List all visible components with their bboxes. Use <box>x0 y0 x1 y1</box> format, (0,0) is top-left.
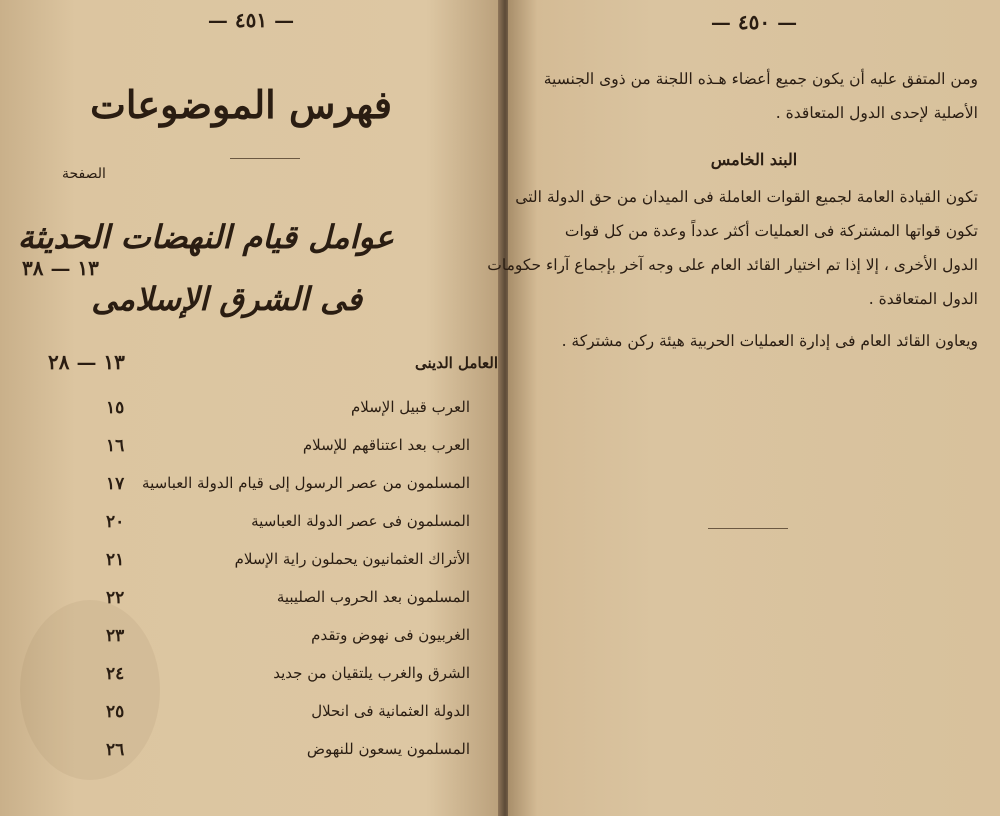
toc-entry-page: ٢٣ <box>106 626 125 646</box>
toc-entry <box>0 588 502 614</box>
toc-entry-label: المسلمون بعد الحروب الصليبية <box>276 588 470 606</box>
toc-entry-page: ٢١ <box>106 550 125 570</box>
body-line: ويعاون القائد العام فى إدارة العمليات الحربية هيئة ركن مشتركة . <box>561 332 978 350</box>
toc-entry-label: العرب قبيل الإسلام <box>350 398 470 416</box>
toc-entry <box>0 702 502 728</box>
toc-entry <box>0 664 502 690</box>
section-divider <box>708 528 788 529</box>
left-page-number: — ٤٥١ — <box>207 8 295 32</box>
toc-entry-page: ٢٢ <box>106 588 125 608</box>
chapter-title-line1: عوامل قيام النهضات الحديثة <box>17 218 394 256</box>
toc-entry <box>0 398 502 424</box>
toc-entry-label: العرب بعد اعتناقهم للإسلام <box>302 436 470 454</box>
right-page-number: — ٤٥٠ — <box>710 10 798 34</box>
toc-entry-page: ١٧ <box>106 474 125 494</box>
toc-entry-label: المسلمون يسعون للنهوض <box>306 740 470 758</box>
chapter-title-line2: فى الشرق الإسلامى <box>91 280 362 318</box>
toc-entry-label: المسلمون من عصر الرسول إلى قيام الدولة العباسية <box>142 474 470 492</box>
toc-entry-page: ٢٦ <box>106 740 125 760</box>
toc-title: فهرس الموضوعات <box>90 82 392 127</box>
body-line: ومن المتفق عليه أن يكون جميع أعضاء هـذه اللجنة من ذوى الجنسية <box>543 70 978 88</box>
body-line: تكون قواتها المشتركة فى العمليات أكثر عدداً وعدة من كل قوات <box>564 222 978 240</box>
toc-entry <box>0 626 502 652</box>
toc-entry-label: الأتراك العثمانيون يحملون راية الإسلام <box>234 550 470 568</box>
toc-entry-label: الغربيون فى نهوض وتقدم <box>311 626 470 644</box>
body-line: تكون القيادة العامة لجميع القوات العاملة فى الميدان من حق الدولة التى <box>515 188 978 206</box>
toc-entry-page: ٢٤ <box>106 664 125 684</box>
toc-entry <box>0 436 502 462</box>
toc-entry <box>0 550 502 576</box>
toc-entry <box>0 740 502 766</box>
title-divider <box>230 158 300 159</box>
toc-entry <box>0 512 502 538</box>
toc-entry-label: الدولة العثمانية فى انحلال <box>311 702 470 720</box>
toc-entry-page: ١٦ <box>106 436 125 456</box>
page-column-label: الصفحة <box>62 166 106 182</box>
toc-entry-label: المسلمون فى عصر الدولة العباسية <box>251 512 470 530</box>
right-page <box>487 0 1000 816</box>
toc-entry <box>0 474 502 500</box>
body-line: الأصلية لإحدى الدول المتعاقدة . <box>775 104 978 122</box>
toc-entry-page: ١٥ <box>106 398 125 418</box>
toc-entry-page: ٢٠ <box>106 512 125 532</box>
section-heading: العامل الدينى <box>415 354 498 372</box>
article-heading: البند الخامس <box>710 150 798 169</box>
body-line: الدول الأخرى ، إلا إذا تم اختيار القائد العام على وجه آخر بإجماع آراء حكومات <box>487 256 978 274</box>
body-line: الدول المتعاقدة . <box>868 290 978 308</box>
toc-entry-page: ٢٥ <box>106 702 125 722</box>
section-page-range: ١٣ — ٢٨ <box>48 350 125 374</box>
toc-entry-label: الشرق والغرب يلتقيان من جديد <box>273 664 470 682</box>
chapter-page-range: ١٣ — ٣٨ <box>22 256 99 280</box>
